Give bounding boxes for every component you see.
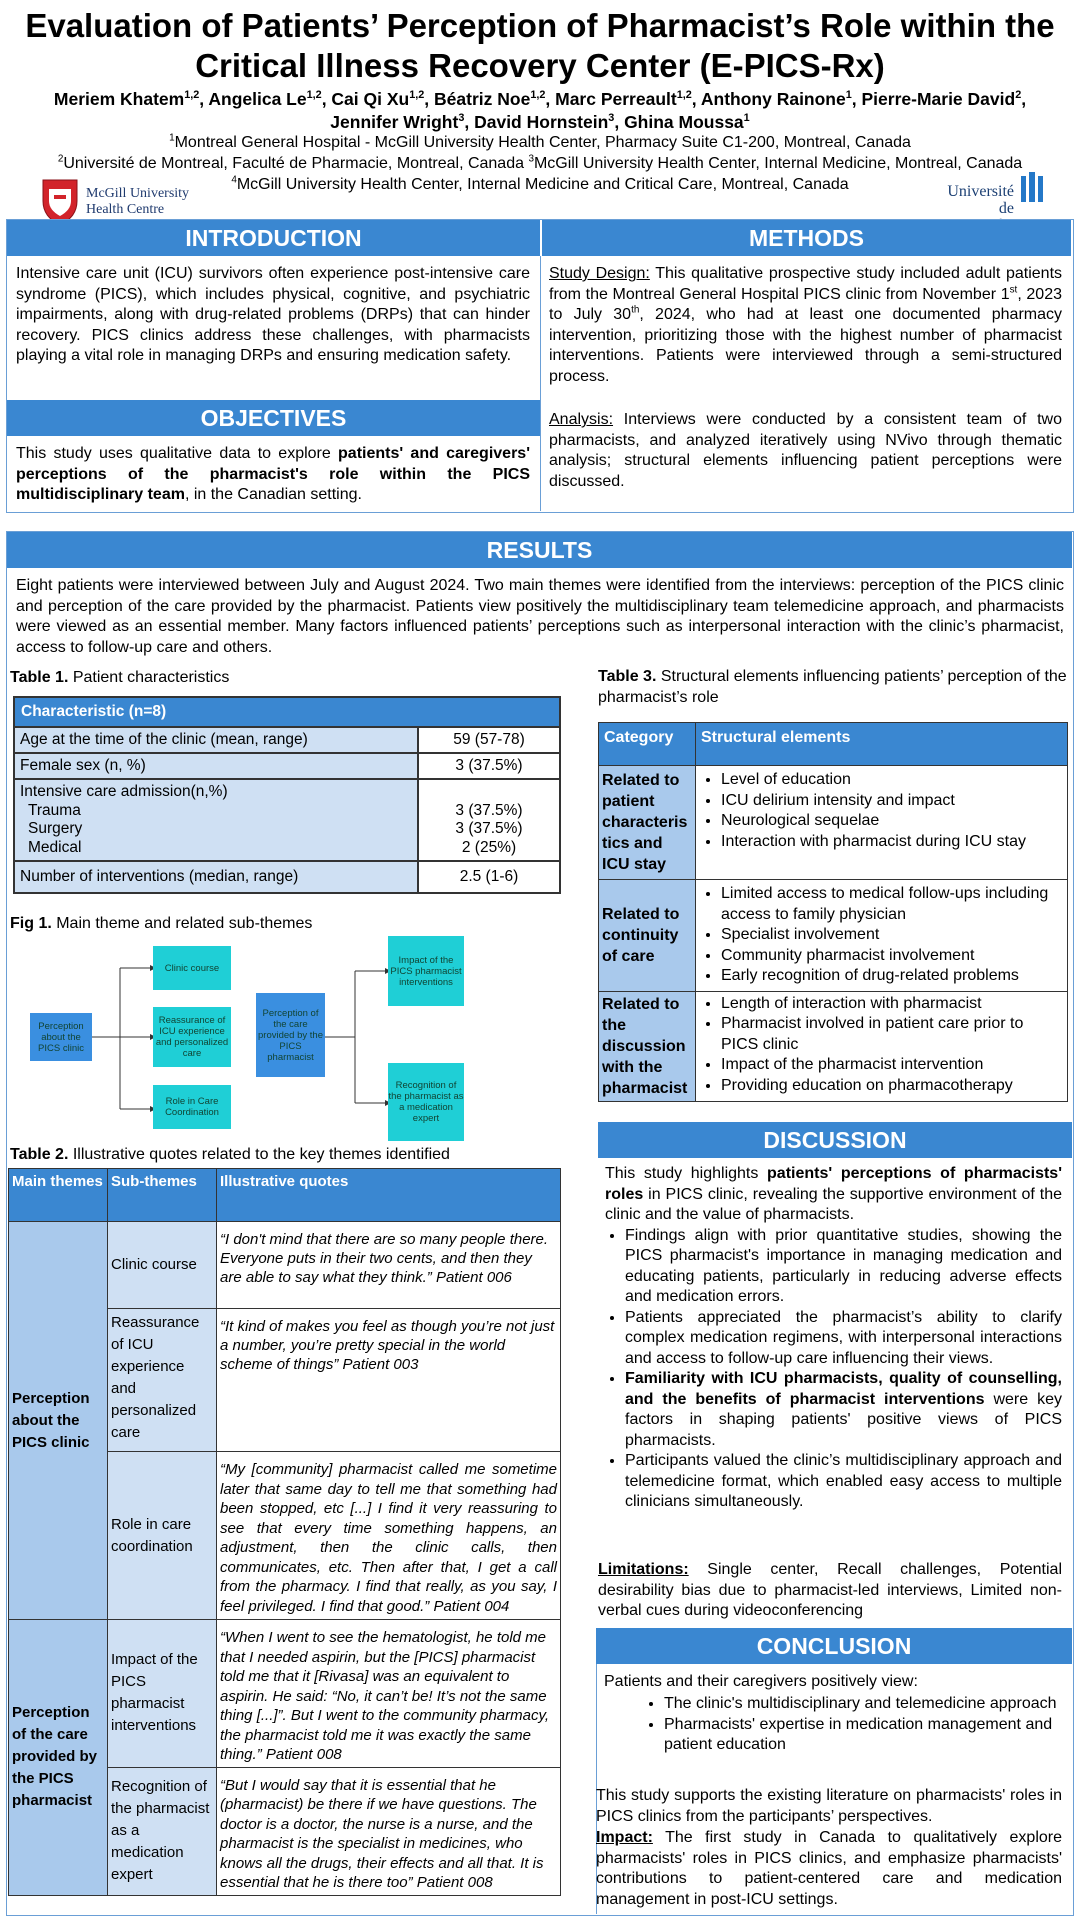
conclusion-list: [640, 1694, 1062, 1756]
udem-logo-text-1: Université: [947, 183, 1014, 200]
node-impact-interventions: Impact of the PICS pharmacist interventions: [388, 936, 464, 1006]
impact-text: Impact: The first study in Canada to qualitatively explore pharmacists' roles in PICS clinics, and emphasize pharmacists' contributions to patient-centered care and medication management in post-ICU settings.: [596, 1829, 1062, 1908]
node-perception-clinic: Perception about the PICS clinic: [30, 1013, 92, 1061]
table3-header-row: Category Structural elements: [599, 723, 1068, 766]
list-item: • Patients appreciated the pharmacist’s ability to clarify complex medication regimens, with interpersonal interactions and access to follow-up care influencing their views.: [625, 1308, 1062, 1370]
conclusion-text: This study supports the existing literature on pharmacists' roles in PICS clinics from the participants’ perspectives.: [596, 1787, 1062, 1825]
results-heading: RESULTS: [7, 532, 1072, 568]
table-row: Related to continuity of care • Limited access to medical follow-ups including access to family physician • Specialist involvement • Community pharmacist involvement • Early recognition of drug-related problems: [599, 880, 1068, 992]
node-recognition-expert: Recognition of the pharmacist as a medication expert: [388, 1063, 464, 1141]
list-item: • Participants valued the clinic’s multidisciplinary approach and telemedicine format, which enabled easy access to multiple clinicians simultaneously.: [625, 1451, 1062, 1513]
table1-header-row: [14, 697, 560, 727]
list-item: • Findings align with prior quantitative studies, showing the PICS pharmacist's importance in managing medication and educating patients, particularly in reducing adverse effects and medication errors.: [625, 1226, 1062, 1308]
node-perception-care: Perception of the care provided by the PICS pharmacist: [256, 993, 325, 1077]
author-affiliation-number: 2: [1015, 89, 1022, 102]
conclusion-heading: CONCLUSION: [596, 1628, 1072, 1664]
author-affiliation-number: 3: [608, 112, 615, 125]
author-affiliation-number: 1: [845, 89, 852, 102]
table1-header: Characteristic (n=8): [14, 697, 560, 727]
node-reassurance: Reassurance of ICU experience and personalized care: [153, 1007, 231, 1067]
author-list: [10, 88, 1070, 134]
table3-list: • Length of interaction with pharmacist • Pharmacist involved in patient care prior to PICS clinic • Impact of the pharmacist intervention • Providing education on pharmacotherapy: [699, 994, 1064, 1097]
poster-title: [0, 6, 1080, 86]
limitations-text: Limitations: Single center, Recall challenges, Potential desirability bias due to pharmacist-led interviews, Limited non-verbal cues during videoconferencing: [598, 1561, 1062, 1619]
author-name: Anthony Rainone: [700, 89, 846, 109]
author-affiliation-number: 1,2: [184, 89, 200, 102]
affiliation-2-3: $^2$Université de Montreal, Faculté de Pharmacie, Montreal, Canada $^3$McGill University Health Center, Internal Medicine, Montreal, Canada: [57, 153, 1023, 172]
table3-list: • Limited access to medical follow-ups including access to family physician • Specialist involvement • Community pharmacist involvement • Early recognition of drug-related problems: [699, 884, 1064, 987]
table-row: Intensive care admission(n,%) Trauma Surgery Medical 3 (37.5%) 3 (37.5%) 2 (25%): [14, 779, 560, 861]
author-name: David Hornstein: [474, 112, 609, 132]
table-row: Age at the time of the clinic (mean, range) 59 (57-78): [14, 727, 560, 753]
table3-list: • Level of education • ICU delirium intensity and impact • Neurological sequelae • Interaction with pharmacist during ICU stay: [699, 770, 1064, 852]
author-affiliation-number: 1,2: [409, 89, 425, 102]
introduction-text: Intensive care unit (ICU) survivors often experience post-intensive care syndrome (PICS), which includes physical, cognitive, and psychiatric impairments, along with drug-related problems (DRPs) that can hinder recovery. PICS clinics address these challenges, with pharmacists playing a vital role in managing DRPs and ensuring medication safety.: [16, 265, 530, 364]
discussion-heading: DISCUSSION: [598, 1122, 1072, 1158]
title-line-1: Evaluation of Patients’ Perception of Pharmacist’s Role within the: [25, 7, 1055, 44]
results-text: Eight patients were interviewed between July and August 2024. Two main themes were identified from the interviews: perception of the PICS clinic and perception of the care provided by the pharmacist. Patients view positively the multidisciplinary team telemedicine approach, and pharmacists were viewed as an essential member. Many factors influenced patients’ perceptions such as interpersonal interaction with the clinic’s pharmacist, access to follow-up care and others.: [16, 577, 1064, 656]
table2-header-row: Main themes Sub-themes Illustrative quotes: [9, 1169, 561, 1222]
list-item: • Familiarity with ICU pharmacists, quality of counselling, and the benefits of pharmacist interventions were key factors in shaping patients' positive views of PICS pharmacists.: [625, 1369, 1062, 1451]
author-name: Pierre-Marie David: [861, 89, 1016, 109]
node-role-coordination: Role in Care Coordination: [153, 1085, 231, 1129]
author-name: Cai Qi Xu: [331, 89, 410, 109]
theme-diagram: [20, 933, 540, 1138]
udem-emblem-icon: [1018, 172, 1046, 204]
introduction-heading: INTRODUCTION: [7, 220, 540, 256]
author-name: Angelica Le: [208, 89, 307, 109]
table-row: Related to the discussion with the pharmacist • Length of interaction with pharmacist • Pharmacist involved in patient care prior to PICS clinic • Impact of the pharmacist intervention • Providing education on pharmacotherapy: [599, 991, 1068, 1101]
affiliation-1: $^1$Montreal General Hospital - McGill University Health Center, Pharmacy Suite C1-200, Montreal, Canada: [169, 132, 911, 151]
affiliation-4: $^4$McGill University Health Center, Internal Medicine and Critical Care, Montreal, Canada: [231, 174, 849, 193]
objectives-heading: OBJECTIVES: [7, 400, 540, 436]
table-row: Number of interventions (median, range) 2.5 (1-6): [14, 861, 560, 893]
authors-line-1: Meriem Khatem$^{1,2}$, Angelica Le$^{1,2}$, Cai Qi Xu$^{1,2}$, Béatriz Noe$^{1,2}$, Marc Perreault$^{1,2}$, Anthony Rainone$^1$, Pierre-Marie David$^2$,: [53, 89, 1027, 109]
author-affiliation-number: 1,2: [676, 89, 692, 102]
node-clinic-course: Clinic course: [153, 946, 231, 990]
table2-caption: Table 2. Illustrative quotes related to the key themes identified: [10, 1146, 450, 1163]
objectives-text: This study uses qualitative data to explore patients' and caregivers' perceptions of the pharmacist's role within the PICS multidisciplinary team, in the Canadian setting.: [16, 445, 530, 503]
table-row: Perception about the PICS clinic Clinic course “I don't mind that there are so many people there. Everyone puts in their two cents, and then they are able to say what they think.” Patient 006: [9, 1222, 561, 1309]
author-affiliation-number: 1,2: [530, 89, 546, 102]
methods-heading: METHODS: [542, 220, 1071, 256]
list-item: • The clinic's multidisciplinary and telemedicine approach: [664, 1694, 1062, 1715]
mcgill-logo-text-1: McGill University: [86, 186, 190, 201]
author-affiliation-number: 1,2: [306, 89, 322, 102]
discussion-text: [605, 1164, 1062, 1513]
table-row: Reassurance of ICU experience and personalized care “It kind of makes you feel as though you’re not just a number, you’re pretty special in the world scheme of things” Patient 003: [9, 1309, 561, 1452]
table-row: Related to patient characteris tics and ICU stay • Level of education • ICU delirium intensity and impact • Neurological sequelae • Interaction with pharmacist during ICU stay: [599, 766, 1068, 880]
discussion-list: [605, 1226, 1062, 1513]
table-row: Female sex (n, %) 3 (37.5%): [14, 753, 560, 779]
table1-caption: Table 1. Patient characteristics: [10, 669, 230, 686]
patient-characteristics-table: [13, 696, 561, 894]
table-row: Recognition of the pharmacist as a medication expert “But I would say that it is essential that he (pharmacist) be there if we have questions. The doctor is a doctor, the nurse is a nurse, and the pharmacist is the specialist in medicines, who knows all the drugs, their effects and all that. It is essential that he is there too” Patient 008: [9, 1767, 561, 1895]
author-name: Béatriz Noe: [434, 89, 531, 109]
table-row: Role in care coordination “My [community] pharmacist called me sometime later that same day to tell me that something had been stopped, etc [...] I find it very reassuring to see that every time something happens, an adjustment, then the clinic calls, then communicates, etc. Then after that, I get a call from the pharmacy. I find that really, as you say, I feel privileged. I find that good.” Patient 004: [9, 1452, 561, 1620]
author-name: Ghina Moussa: [624, 112, 744, 132]
authors-line-2: Jennifer Wright$^3$, David Hornstein$^3$, Ghina Moussa$^1$: [330, 112, 750, 132]
list-item: • Pharmacists' expertise in medication management and patient education: [664, 1715, 1062, 1756]
author-name: Marc Perreault: [555, 89, 677, 109]
title-line-2: Critical Illness Recovery Center (E-PICS-Rx): [195, 47, 885, 84]
table3-caption: Table 3. Structural elements influencing patients’ perception of the pharmacist’s role: [598, 668, 1067, 706]
author-affiliation-number: 1: [743, 112, 750, 125]
author-affiliation-number: 3: [458, 112, 465, 125]
udem-logo: [940, 172, 1050, 222]
structural-elements-table: [598, 722, 1068, 1102]
column-divider: [540, 256, 541, 511]
quotes-table: [8, 1168, 561, 1896]
conclusion-list-box: [640, 1694, 1062, 1756]
discussion-intro: This study highlights patients' perceptions of pharmacists' roles in PICS clinic, revealing the supportive environment of the clinic and the value of pharmacists.: [605, 1165, 1062, 1223]
methods-design-text: Study Design: This qualitative prospective study included adult patients from the Montreal General Hospital PICS clinic from November 1st, 2023 to July 30th, 2024, who had at least one documented pharmacy intervention, prioritizing those with the highest number of pharmacist interventions. Patients were interviewed through a semi-structured process.: [549, 265, 1063, 385]
table-row: Perception of the care provided by the PICS pharmacist Impact of the PICS pharmacist interventions “When I went to see the hematologist, he told me that I needed aspirin, but the [PICS] pharmacist told me that it [Rivasa] was an equivalent to aspirin. He said: “No, it can’t be! It’s not the same thing [...]”. But I went to the community pharmacy, the pharmacist told me it was exactly the same thing.” Patient 008: [9, 1620, 561, 1768]
author-name: Jennifer Wright: [330, 112, 459, 132]
methods-analysis-text: Analysis: Interviews were conducted by a consistent team of two pharmacists, and analyzed iteratively using NVivo through thematic analysis; structural elements influencing patient perceptions were discussed.: [549, 411, 1062, 490]
mcgill-logo-text-2: Health Centre: [86, 202, 165, 217]
author-name: Meriem Khatem: [53, 89, 185, 109]
fig1-caption: Fig 1. Main theme and related sub-themes: [10, 915, 313, 932]
theme-perception-clinic: Perception about the PICS clinic: [9, 1222, 108, 1620]
theme-perception-care: Perception of the care provided by the PICS pharmacist: [9, 1620, 108, 1896]
conclusion-intro: Patients and their caregivers positively view:: [604, 1673, 918, 1690]
udem-logo-text-2: de: [998, 200, 1014, 217]
